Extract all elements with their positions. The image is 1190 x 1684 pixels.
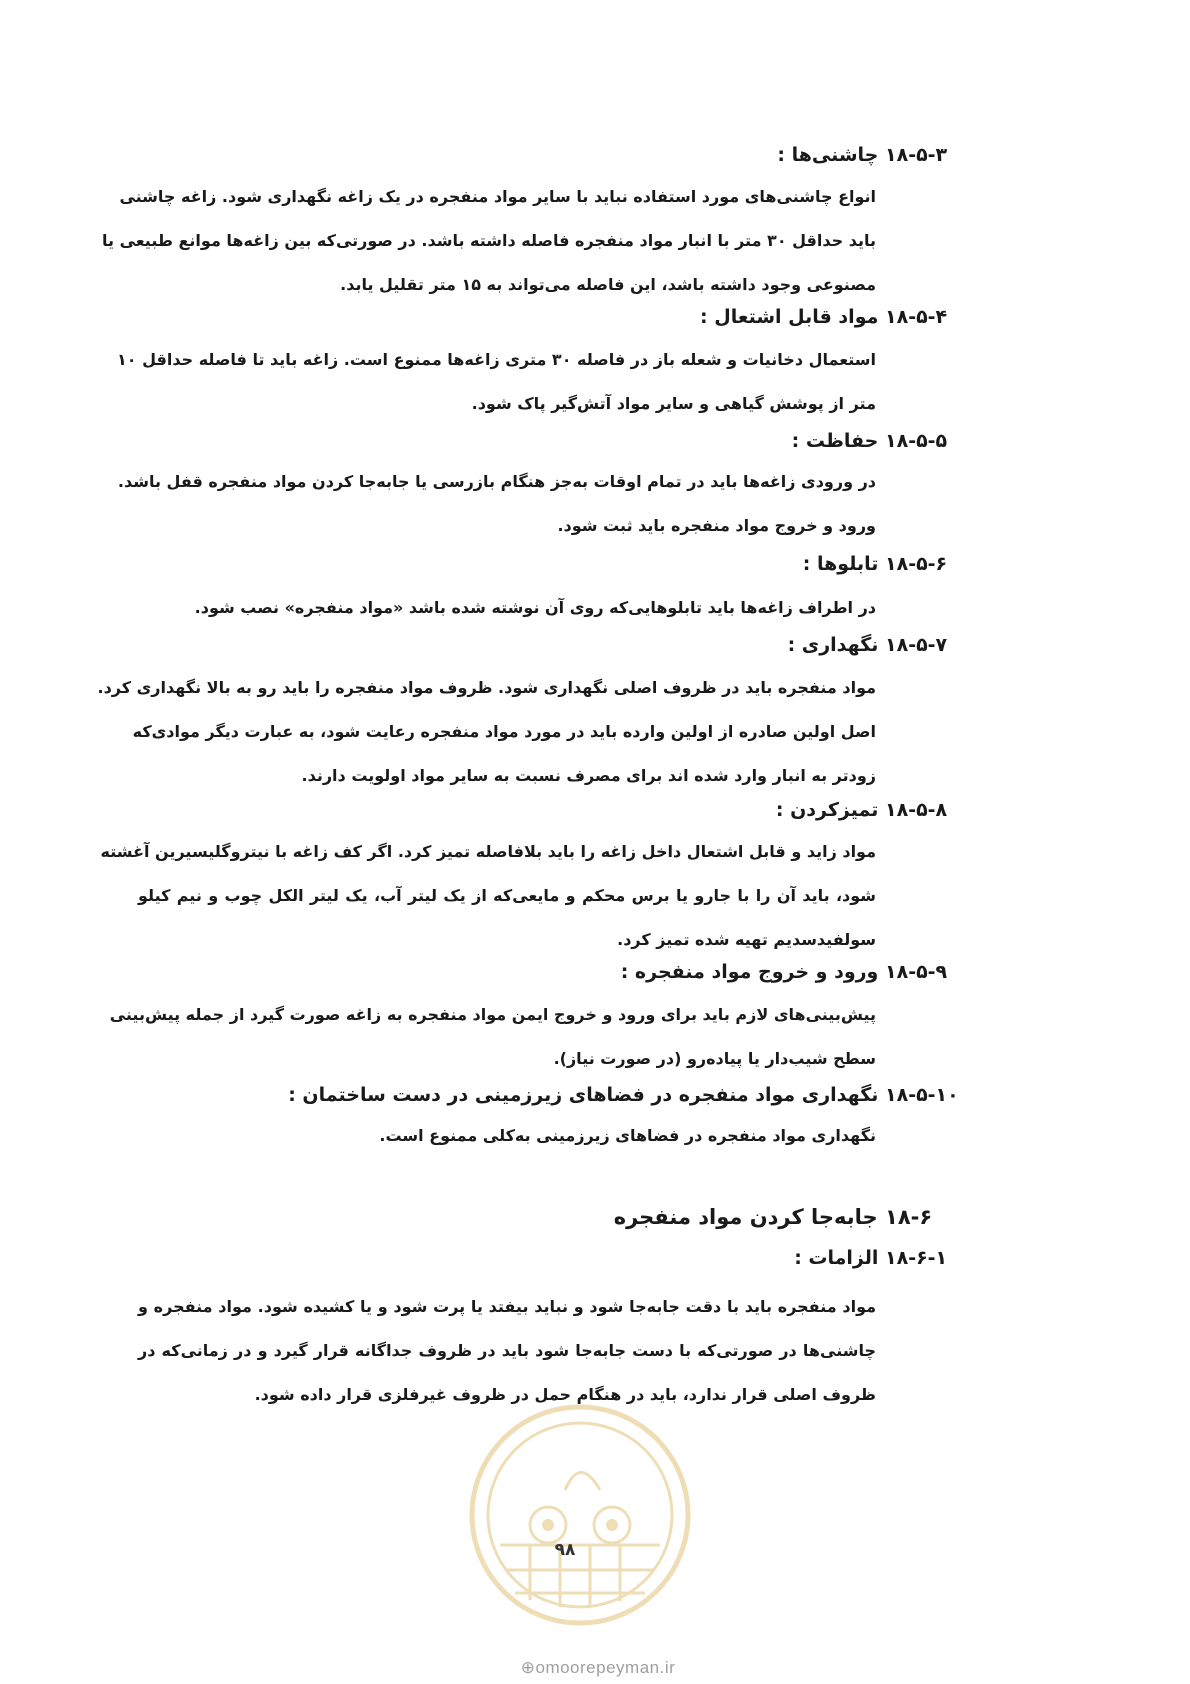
watermark-url	[488, 1658, 708, 1678]
section-heading	[140, 797, 1000, 823]
paragraph-line: متر از پوشش گیاهی و سایر مواد آتش‌گیر پاک شود.	[471, 394, 876, 413]
section-title: تمیزکردن :	[775, 799, 879, 821]
section-title: تابلوها :	[802, 553, 879, 575]
section-paragraph	[138, 586, 876, 630]
section-number: ۱۸-۵-۴	[885, 306, 948, 328]
paragraph-line: ظروف اصلی قرار ندارد، باید در هنگام حمل در ظروف غیرفلزی قرار داده شود.	[254, 1385, 876, 1404]
paragraph-line: در اطراف زاغه‌ها باید تابلوهایی‌که روی آن نوشته شده باشد «مواد منفجره» نصب شود.	[194, 598, 876, 617]
section-heading	[140, 632, 1000, 658]
paragraph-line: شود، باید آن را با جارو یا برس محکم و مایعی‌که از یک لیتر آب، یک لیتر الکل چوب و نیم کیلو	[138, 886, 876, 905]
paragraph-line: نگهداری مواد منفجره در فضاهای زیرزمینی به‌کلی ممنوع است.	[379, 1126, 876, 1145]
paragraph-line: در ورودی زاغه‌ها باید در تمام اوقات به‌جز هنگام بازرسی یا جابه‌جا کردن مواد منفجره قفل باشد.	[117, 472, 876, 491]
section-title: مواد قابل اشتعال :	[700, 306, 879, 328]
watermark-url-text: omoorepeyman.ir	[535, 1658, 676, 1677]
paragraph-line: چاشنی‌ها در صورتی‌که با دست جابه‌جا شود باید در ظروف جداگانه قرار گیرد و در زمانی‌که در	[138, 1341, 876, 1360]
section-title: نگهداری :	[787, 634, 879, 656]
globe-icon: ⊕	[520, 1658, 536, 1677]
section-title: نگهداری مواد منفجره در فضاهای زیرزمینی در دست ساختمان :	[288, 1084, 879, 1106]
section-paragraph	[100, 830, 876, 962]
page-number: ۹۸	[554, 1540, 576, 1560]
section-number: ۱۸-۵-۳	[885, 144, 948, 166]
paragraph-line: مواد منفجره باید در ظروف اصلی نگهداری شود. ظروف مواد منفجره را باید رو به بالا نگهداری کرد.	[97, 678, 876, 697]
section-number: ۱۸-۵-۷	[885, 634, 948, 656]
chapter-title: جابه‌جا کردن مواد منفجره	[613, 1205, 878, 1229]
paragraph-line: زودتر به انبار وارد شده اند برای مصرف نسبت به سایر مواد اولویت دارند.	[301, 766, 876, 785]
paragraph-line: استعمال دخانیات و شعله باز در فاصله ۳۰ متری زاغه‌ها ممنوع است. زاغه باید تا فاصله حداقل ۱۰	[117, 350, 876, 369]
section-heading	[140, 959, 1000, 985]
chapter-number: ۱۸-۶	[885, 1205, 933, 1229]
section-title: چاشنی‌ها :	[777, 144, 879, 166]
paragraph-line: مواد منفجره باید با دقت جابه‌جا شود و نباید بیفتد یا پرت شود و یا کشیده شود. مواد منفجره و	[138, 1297, 876, 1316]
paragraph-line: مصنوعی وجود داشته باشد، این فاصله می‌تواند به ۱۵ متر تقلیل یابد.	[340, 275, 876, 294]
section-title: الزامات :	[794, 1247, 879, 1269]
section-paragraph	[109, 993, 876, 1081]
section-number: ۱۸-۵-۹	[885, 961, 948, 983]
section-title: حفاظت :	[791, 430, 879, 452]
paragraph-line: انواع چاشنی‌های مورد استفاده نباید با سایر مواد منفجره در یک زاغه نگهداری شود. زاغه چاشنی	[119, 187, 876, 206]
section-heading	[140, 551, 1000, 577]
section-number: ۱۸-۶-۱	[885, 1247, 948, 1269]
paragraph-line: سطح شیب‌دار یا پیاده‌رو (در صورت نیاز).	[553, 1049, 876, 1068]
section-heading	[140, 1245, 1000, 1271]
paragraph-line: اصل اولین صادره از اولین وارده باید در مورد مواد منفجره رعایت شود، به عبارت دیگر موادی‌که	[132, 722, 876, 741]
section-heading	[140, 1082, 1000, 1108]
chapter-heading	[140, 1204, 1000, 1230]
section-paragraph	[117, 338, 876, 426]
section-paragraph	[117, 460, 876, 548]
section-title: ورود و خروج مواد منفجره :	[620, 961, 879, 983]
section-heading	[140, 142, 1000, 168]
paragraph-line: سولفیدسدیم تهیه شده تمیز کرد.	[617, 930, 876, 949]
section-paragraph	[101, 175, 876, 307]
section-heading	[140, 428, 1000, 454]
paragraph-line: مواد زاید و قابل اشتعال داخل زاغه را باید بلافاصله تمیز کرد. اگر کف زاغه با نیتروگلیسیرین آغشته	[100, 842, 876, 861]
section-number: ۱۸-۵-۵	[885, 430, 948, 452]
section-number: ۱۸-۵-۸	[885, 799, 948, 821]
watermark-seal-icon	[460, 1395, 700, 1635]
section-number: ۱۸-۵-۶	[885, 553, 948, 575]
section-paragraph	[97, 666, 876, 798]
section-heading	[140, 304, 1000, 330]
section-number: ۱۸-۵-۱۰	[885, 1084, 959, 1106]
section-paragraph	[138, 1114, 876, 1158]
paragraph-line: ورود و خروج مواد منفجره باید ثبت شود.	[557, 516, 876, 535]
paragraph-line: باید حداقل ۳۰ متر با انبار مواد منفجره فاصله داشته باشد. در صورتی‌که بین زاغه‌ها موانع طبیعی یا	[101, 231, 876, 250]
paragraph-line: پیش‌بینی‌های لازم باید برای ورود و خروج ایمن مواد منفجره به زاغه صورت گیرد از جمله پیش‌بینی	[109, 1005, 876, 1024]
